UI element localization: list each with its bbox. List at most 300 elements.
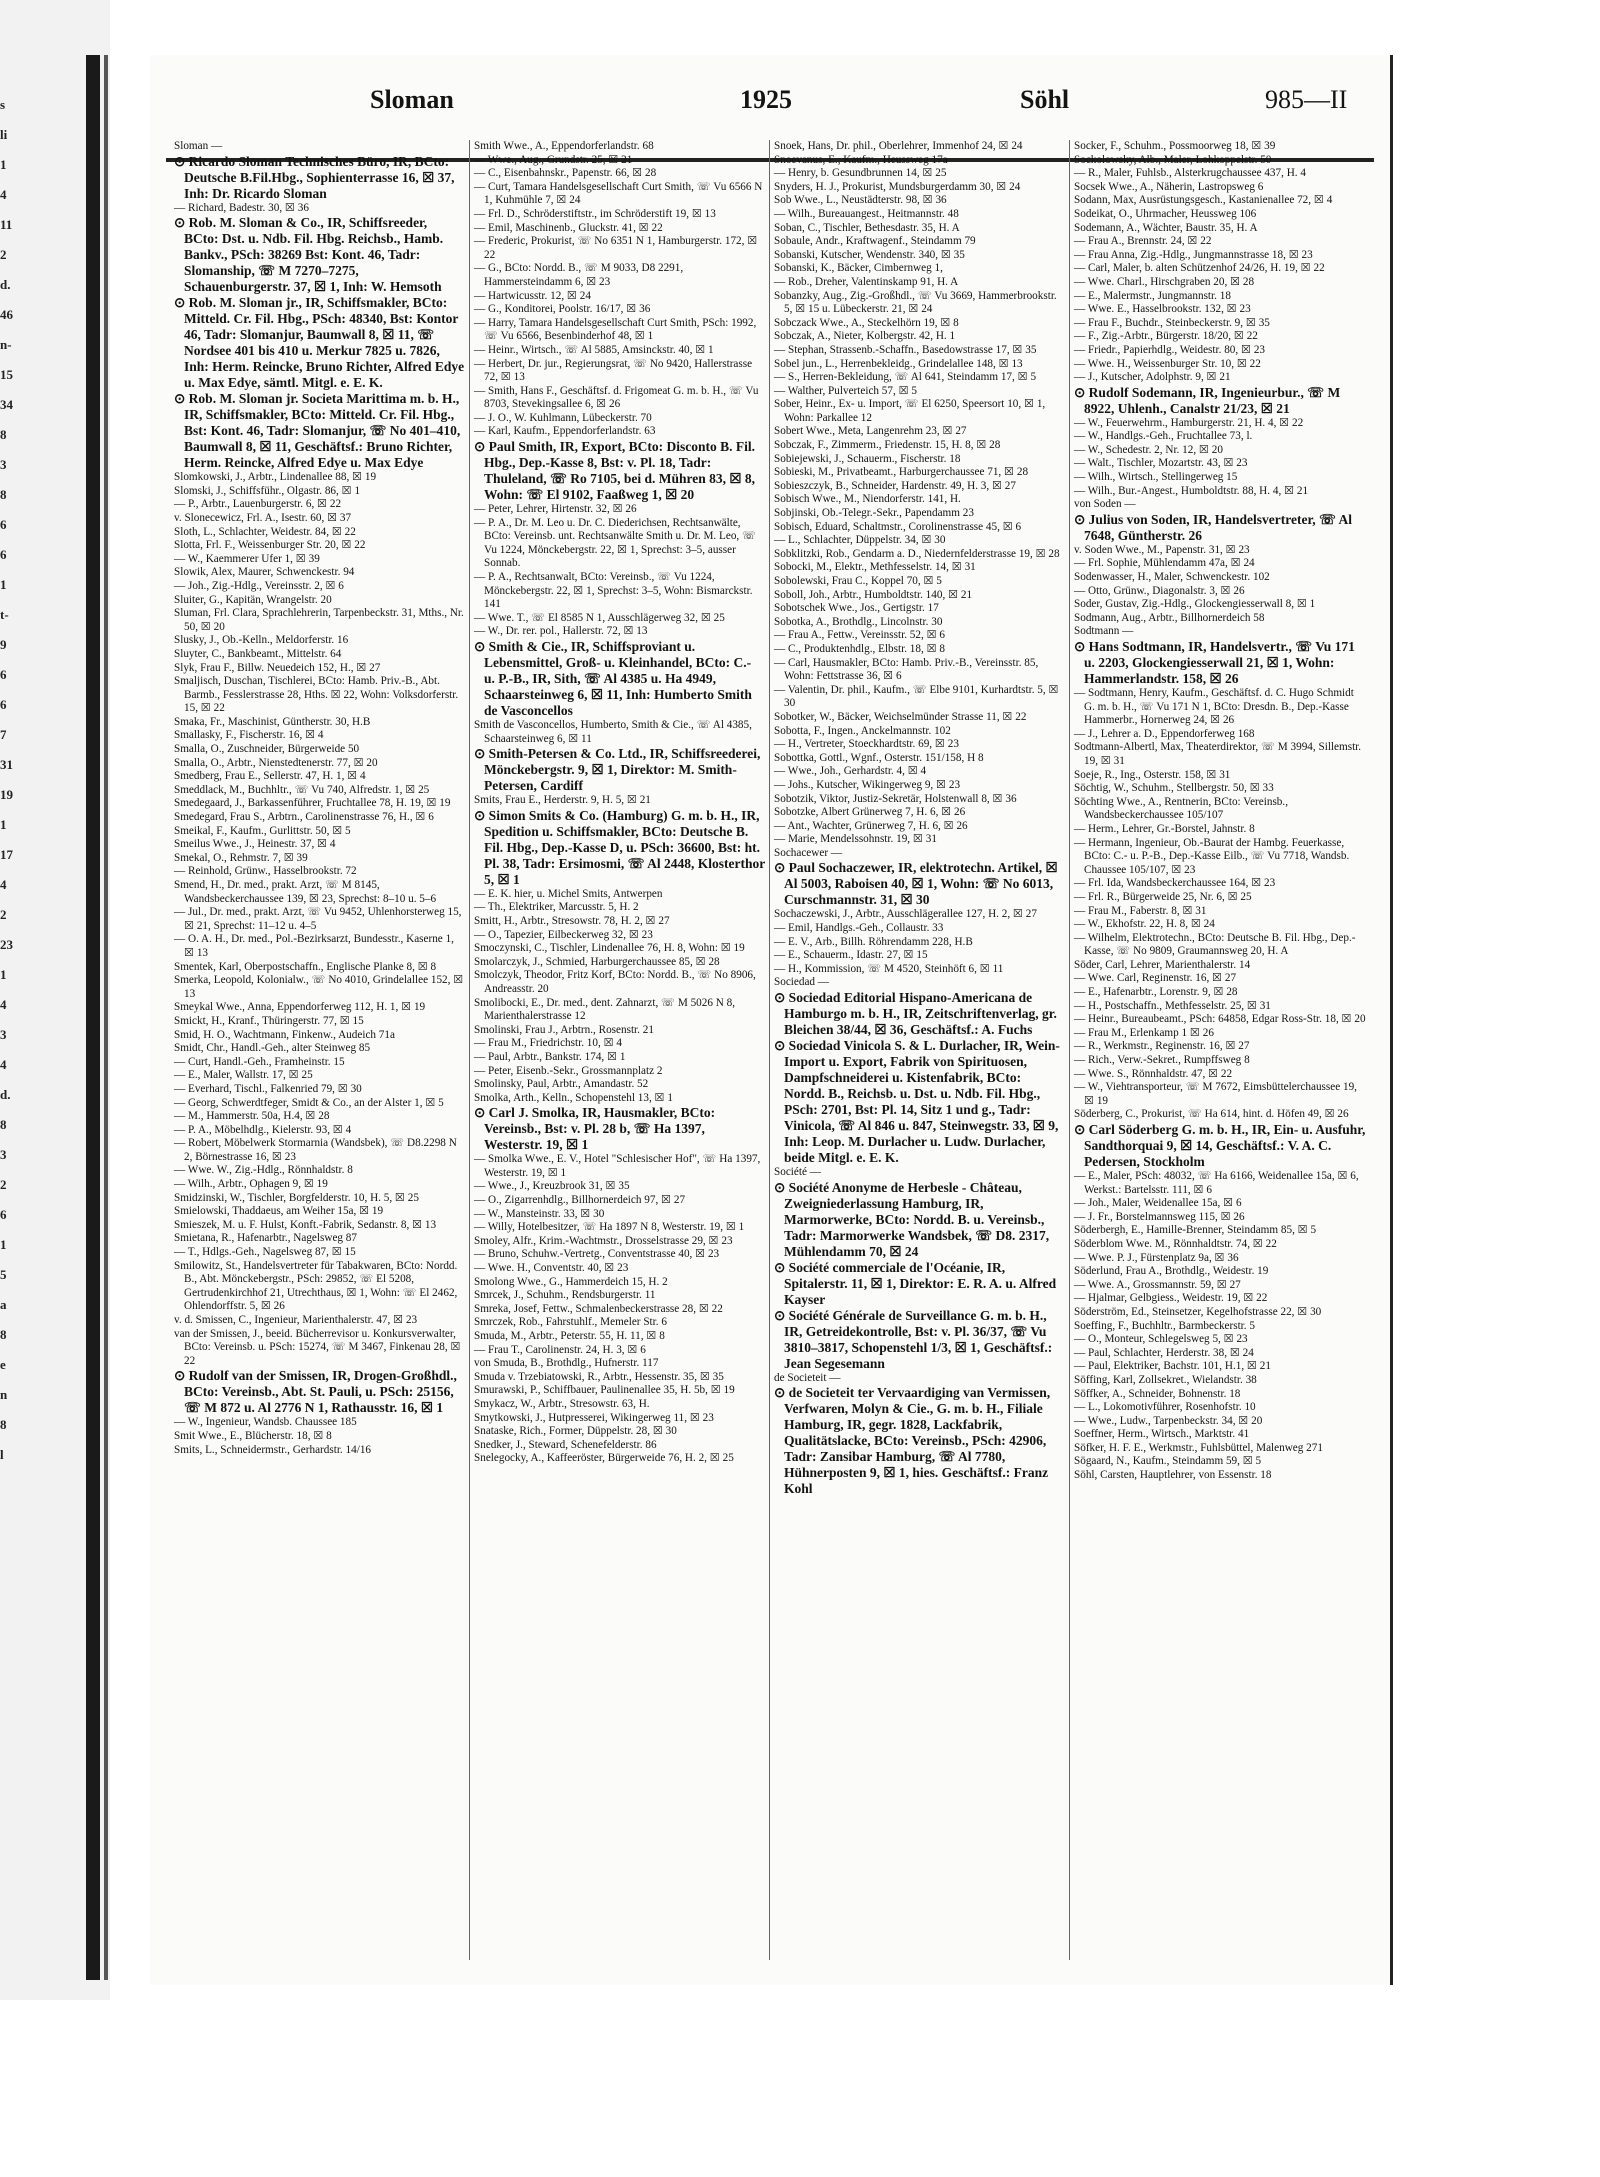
directory-entry: Sobotzke, Albert Grünerweg 7, H. 6, ☒ 26	[774, 806, 966, 819]
margin-mark: 19	[0, 787, 13, 802]
directory-entry: — Paul, Elektriker, Bachstr. 101, H.1, ☒ 21	[1074, 1360, 1271, 1373]
directory-entry: — H., Vertreter, Stoeckhardtstr. 69, ☒ 23	[774, 738, 959, 751]
directory-entry: Smeikal, F., Kaufm., Gurlittstr. 50, ☒ 5	[174, 824, 351, 837]
margin-mark: 11	[0, 217, 13, 232]
margin-mark: 8	[0, 1327, 7, 1342]
directory-entry: Smalla, O., Zuschneider, Bürgerweide 50	[174, 743, 360, 756]
directory-entry: Sobotta, F., Ingen., Anckelmannstr. 102	[774, 724, 951, 737]
margin-mark: 1	[0, 157, 7, 172]
margin-mark: 6	[0, 697, 7, 712]
directory-entry: Sodmann, Aug., Arbtr., Billhornerdeich 58	[1074, 611, 1265, 624]
directory-entry: Smurawski, P., Schiffbauer, Paulinenallee 35, H. 5b, ☒ 19	[474, 1384, 735, 1397]
directory-entry: — Robert, Möbelwerk Stormarnia (Wandsbek), ☏ D8.2298 N 2, Börnestrasse 16, ☒ 23	[174, 1137, 457, 1163]
directory-entry: — Otto, Grünw., Diagonalstr. 3, ☒ 26	[1074, 584, 1245, 597]
directory-entry: Sobocki, M., Elektr., Methfesselstr. 14, ☒ 31	[774, 561, 976, 574]
margin-mark: 3	[0, 1147, 7, 1162]
margin-mark: 8	[0, 487, 7, 502]
margin-mark: 1	[0, 967, 7, 982]
directory-entry: — Curt, Handl.-Geh., Framheinstr. 15	[174, 1055, 345, 1068]
directory-entry: ⊙ de Societeit ter Vervaardiging van Vermissen, Verfwaren, Molyn & Cie., G. m. b. H., Filiale Hamburg, IR, gegr. 1828, Lackfabrik, Qualitätslacke, BCto: Vereinsb., PSch: 42906, Tadr: Zansibar Hamburg, ☏ Al 7780, Hühnerposten 9, ☒ 1, hies. Geschäftsf.: Franz Kohl	[774, 1385, 1051, 1497]
directory-entry: — Wwe. A., Grossmannstr. 59, ☒ 27	[1074, 1278, 1241, 1291]
directory-entry: Smreka, Josef, Fettw., Schmalenbeckerstrasse 28, ☒ 22	[474, 1302, 723, 1315]
directory-entry: Sochacewer —	[774, 846, 843, 859]
directory-entry: — W., Ekhofstr. 22, H. 8, ☒ 24	[1074, 918, 1215, 931]
directory-entry: ⊙ Rob. M. Sloman jr., IR, Schiffsmakler, BCto: Mitteld. Cr. Fil. Hbg., PSch: 48340, Bst: Kontor 46, Tadr: Slomanjur, Baumwall 8, ☒ 11, ☏ Nordsee 401 bis 410 u. Merkur 7825 u. 7826, Inh: Herm. Reincke, Bruno Richter, Alfred Edye u. Max Edye, sämtl. Mitgl. e. E. K.	[174, 295, 465, 391]
directory-entry: v. d. Smissen, C., Ingenieur, Marienthalerstr. 47, ☒ 23	[174, 1314, 418, 1326]
margin-mark: 34	[0, 397, 13, 412]
directory-entry: — Hjalmar, Gelbgiess., Weidestr. 19, ☒ 22	[1074, 1292, 1268, 1305]
margin-mark: 6	[0, 517, 7, 532]
margin-mark: 46	[0, 307, 13, 322]
directory-entry: Söderlund, Frau A., Brothdlg., Weidestr. 19	[1074, 1265, 1269, 1278]
directory-entry: Söffing, Karl, Zollsekret., Wielandstr. 38	[1074, 1373, 1257, 1386]
directory-entry: Slomski, J., Schiffsführ., Olgastr. 86, ☒ 1	[174, 484, 361, 497]
directory-entry: Sobert Wwe., Meta, Langenrehm 23, ☒ 27	[774, 425, 967, 438]
directory-entry: Soder, Gustav, Zig.-Hdlg., Glockengiesserwall 8, ☒ 1	[1074, 598, 1316, 611]
directory-entry: — Frl. Sophie, Mühlendamm 47a, ☒ 24	[1074, 557, 1255, 570]
directory-entry: Soeffing, F., Buchhltr., Barmbeckerstr. 5	[1074, 1319, 1255, 1332]
book-spine-edge	[104, 55, 108, 1980]
directory-entry: Sobotschek Wwe., Jos., Gertigstr. 17	[774, 602, 939, 615]
directory-entry: Söfker, H. F. E., Werkmstr., Fuhlsbüttel, Malenweg 271	[1074, 1441, 1323, 1454]
directory-entry: Sobczak, A., Nieter, Kolbergstr. 42, H. 1	[774, 330, 956, 343]
directory-entry: Smekal, O., Rehmstr. 7, ☒ 39	[174, 851, 308, 864]
directory-entry: — Walther, Pulverteich 57, ☒ 5	[774, 384, 918, 397]
directory-entry: — C., Eisenbahnskr., Papenstr. 66, ☒ 28	[474, 167, 657, 180]
directory-entry: Slomkowski, J., Arbtr., Lindenallee 88, ☒ 19	[174, 471, 377, 484]
margin-mark: 4	[0, 997, 7, 1012]
directory-entry: Smith de Vasconcellos, Humberto, Smith & Cie., ☏ Al 4385, Schaarsteinweg 6, ☒ 11	[474, 719, 752, 745]
margin-mark: e	[0, 1357, 6, 1372]
margin-mark: 3	[0, 457, 7, 472]
directory-entry: — L., Schlachter, Düppelstr. 34, ☒ 30	[774, 534, 946, 547]
directory-entry: — J., Kutscher, Adolphstr. 9, ☒ 21	[1074, 371, 1231, 384]
directory-entry: Smolinski, Frau J., Arbtrn., Rosenstr. 21	[474, 1023, 654, 1036]
directory-entry: Sloth, L., Schlachter, Weidestr. 84, ☒ 22	[174, 525, 356, 538]
directory-entry: Sodemann, A., Wächter, Baustr. 35, H. A	[1074, 221, 1258, 234]
directory-entry: ⊙ Rob. M. Sloman & Co., IR, Schiffsreeder, BCto: Dst. u. Ndb. Fil. Hbg. Reichsb., Hamb. Bankv., PSch: 38269 Bst: Kont. 46, Tadr: Slomanship, ☏ M 7270–7275, Schauenburgerstr. 37, ☒ 1, Inh: W. Hemsoth	[174, 215, 444, 295]
directory-entry: — W., Handlgs.-Geh., Fruchtallee 73, l.	[1074, 430, 1253, 443]
directory-entry: Söchtig, W., Schuhm., Stellbergstr. 50, ☒ 33	[1074, 782, 1274, 795]
directory-entry: — Wilhelm, Elektrotechn., BCto: Deutsche B. Fil. Hbg., Dep.-Kasse, ☏ No 9809, Graumannsweg 20, H. A	[1074, 931, 1356, 958]
margin-mark: 15	[0, 367, 13, 382]
directory-entry: Smielowski, Thaddaeus, am Weiher 15a, ☒ 19	[174, 1205, 384, 1218]
directory-entry: — Jul., Dr. med., prakt. Arzt, ☏ Vu 9452, Uhlenhorsterweg 15, ☒ 21, Sprechst: 11–12 u. 4–5	[174, 906, 462, 932]
directory-entry: Smuda v. Trzebiatowski, R., Arbtr., Hessenstr. 35, ☒ 35	[474, 1370, 724, 1383]
directory-entry: — E. K. hier, u. Michel Smits, Antwerpen	[474, 887, 663, 900]
directory-entry: — O., Tapezier, Eilbeckerweg 32, ☒ 23	[474, 928, 653, 941]
directory-entry: Sluiter, G., Kapitän, Wrangelstr. 20	[174, 593, 332, 606]
directory-entry: — Everhard, Tischl., Falkenried 79, ☒ 30	[174, 1082, 362, 1095]
directory-entry: — Frederic, Prokurist, ☏ No 6351 N 1, Hamburgerstr. 172, ☒ 22	[474, 235, 758, 261]
directory-entry: Sobotzik, Viktor, Justiz-Sekretär, Holstenwall 8, ☒ 36	[774, 792, 1017, 805]
directory-entry: — Ant., Wachter, Grünerweg 7, H. 6, ☒ 26	[774, 819, 968, 832]
directory-entry: Sobolewski, Frau C., Koppel 70, ☒ 5	[774, 575, 942, 587]
directory-entry: Smerka, Leopold, Kolonialw., ☏ No 4010, Grindelallee 152, ☒ 13	[174, 974, 464, 1000]
directory-entry: — Hermann, Ingenieur, Ob.-Baurat der Hambg. Feuerkasse, BCto: C.- u. P.-B., Dep.-Kasse Eilb., ☏ Vu 7718, Wandsb. Chaussee 105/107, ☒ 23	[1074, 836, 1350, 876]
directory-entry: — Frau A., Fettw., Vereinsstr. 52, ☒ 6	[774, 629, 945, 642]
directory-entry: Smidzinski, W., Tischler, Borgfelderstr. 10, H. 5, ☒ 25	[174, 1191, 419, 1204]
directory-entry: Sobisch Wwe., M., Niendorferstr. 141, H.	[774, 493, 961, 506]
directory-entry: Smaljisch, Duschan, Tischlerei, BCto: Hamb. Priv.-B., Abt. Barmb., Fesslerstrasse 28, Hths. ☒ 22, Wohn: Volksdorferstr. 15, ☒ 22	[174, 675, 459, 715]
directory-entry: — W., Dr. rer. pol., Hallerstr. 72, ☒ 13	[474, 625, 648, 638]
directory-entry: — Valentin, Dr. phil., Kaufm., ☏ Elbe 9101, Kurhardtstr. 5, ☒ 30	[774, 683, 1059, 710]
directory-entry: — Carl, Hausmakler, BCto: Hamb. Priv.-B., Vereinsstr. 85, Wohn: Fettstrasse 36, ☒ 6	[774, 656, 1039, 683]
directory-entry: — Wilh., Bur.-Angest., Humboldtstr. 88, H. 4, ☒ 21	[1074, 484, 1309, 497]
directory-entry: Smid, H. O., Wachtmann, Finkenw., Audeich 71a	[174, 1028, 395, 1041]
directory-entry: Smietana, R., Hafenarbtr., Nagelsweg 87	[174, 1232, 357, 1245]
directory-entry: Sodeikat, O., Uhrmacher, Heussweg 106	[1074, 207, 1257, 220]
margin-mark: 7	[0, 727, 7, 742]
directory-entry: — Rob., Dreher, Valentinskamp 91, H. A	[774, 275, 959, 288]
directory-entry: — Paul, Schlachter, Herderstr. 38, ☒ 24	[1074, 1346, 1254, 1359]
directory-entry: — Frau M., Erlenkamp 1 ☒ 26	[1074, 1026, 1214, 1039]
directory-entry: Sobiejewski, J., Schauerm., Fischerstr. 18	[774, 452, 961, 465]
directory-entry: — Wwe. Carl, Reginenstr. 16, ☒ 27	[1074, 972, 1237, 985]
directory-entry: Söffker, A., Schneider, Bohnenstr. 18	[1074, 1387, 1241, 1400]
directory-entry: Slusky, J., Ob.-Kelln., Meldorferstr. 16	[174, 634, 349, 647]
directory-entry: ⊙ Smith & Cie., IR, Schiffsproviant u. Lebensmittel, Groß- u. Kleinhandel, BCto: C.- u. P.-B., IR, Sith, ☏ Al 4385 u. Ha 4949, Schaarsteinweg 6, ☒ 11, Inh: Humberto Smith de Vasconcellos	[474, 639, 752, 718]
directory-entry: Söderström, Ed., Steinsetzer, Kegelhofstrasse 22, ☒ 30	[1074, 1305, 1322, 1318]
directory-entry: — Paul, Arbtr., Bankstr. 174, ☒ 1	[474, 1050, 626, 1063]
directory-entry: — Friedr., Papierhdlg., Weidestr. 80, ☒ 23	[1074, 343, 1266, 356]
directory-entry: — Wwe. P. J., Fürstenplatz 9a, ☒ 36	[1074, 1251, 1239, 1264]
column-3	[770, 140, 1070, 1960]
directory-entry: Smickt, H., Kranf., Thüringerstr. 77, ☒ 15	[174, 1014, 364, 1027]
directory-entry: — Walt., Tischler, Mozartstr. 43, ☒ 23	[1074, 457, 1248, 470]
directory-entry: Soeje, R., Ing., Osterstr. 158, ☒ 31	[1074, 768, 1231, 781]
directory-entry: Söchting Wwe., A., Rentnerin, BCto: Vereinsb., Wandsbeckerchaussee 105/107	[1074, 795, 1288, 822]
header-first-name: Sloman	[370, 85, 454, 114]
margin-mark: 17	[0, 847, 13, 862]
header-last-name: Söhl	[1020, 85, 1070, 114]
directory-entry: Smit Wwe., E., Blücherstr. 18, ☒ 8	[174, 1429, 332, 1442]
directory-entry: — Johs., Kutscher, Wikingerweg 9, ☒ 23	[774, 778, 961, 791]
directory-entry: Sobklitzki, Rob., Gendarm a. D., Niedernfelderstrasse 19, ☒ 28	[774, 547, 1060, 560]
directory-entry: — T., Hdlgs.-Geh., Nagelsweg 87, ☒ 15	[174, 1246, 356, 1259]
directory-entry: — Wilh., Arbtr., Ophagen 9, ☒ 19	[174, 1178, 328, 1191]
directory-entry: — G., BCto: Nordd. B., ☏ M 9033, D8 2291, Hammersteindamm 6, ☒ 23	[474, 262, 684, 288]
margin-mark: 8	[0, 427, 7, 442]
directory-entry: — Herm., Lehrer, Gr.-Borstel, Jahnstr. 8	[1074, 822, 1255, 835]
directory-entry: — Frl. Ida, Wandsbeckerchaussee 164, ☒ 23	[1074, 877, 1276, 890]
directory-entry: Sockolowsky, Alb., Maler, Lohkoppelstr. 50	[1074, 153, 1272, 166]
directory-entry: Sociedad —	[774, 976, 829, 989]
margin-mark: a	[0, 1297, 7, 1312]
directory-entry: — Herbert, Dr. jur., Regierungsrat, ☏ No 9420, Hallerstrasse 72, ☒ 13	[474, 357, 753, 384]
directory-entry: ⊙ Société Générale de Surveillance G. m. b. H., IR, Getreidekontrolle, Bst: v. Pl. 36/37, ☏ Vu 3810–3817, Schopenstehl 1/3, ☒ 1, Geschäftsf.: Jean Segesemann	[774, 1307, 1053, 1371]
directory-entry: Smallasky, F., Fischerstr. 16, ☒ 4	[174, 729, 324, 742]
directory-entry: — Frau A., Brennstr. 24, ☒ 22	[1074, 235, 1212, 248]
directory-entry: ⊙ Simon Smits & Co. (Hamburg) G. m. b. H., IR, Spedition u. Schiffsmakler, BCto: Deutsche B. Fil. Hbg., Dep.-Kasse D, u. PSch: 36600, Bst: ht. Pl. 38, Tadr: Ersimosmi, ☏ Al 2448, Klosterthor 5, ☒ 1	[474, 807, 766, 887]
directory-entry: ⊙ Smith-Petersen & Co. Ltd., IR, Schiffsreederei, Mönckebergstr. 9, ☒ 1, Direktor: M. Smith-Petersen, Cardiff	[474, 746, 761, 794]
margin-mark: 6	[0, 667, 7, 682]
directory-entry: — Henry, b. Gesundbrunnen 14, ☒ 25	[774, 167, 947, 180]
directory-entry: v. Soden Wwe., M., Papenstr. 31, ☒ 23	[1074, 543, 1250, 556]
directory-entry: — Wilh., Wirtsch., Stellingerweg 15	[1074, 471, 1238, 484]
directory-entry: Smidt, Chr., Handl.-Geh., alter Steinweg 85	[174, 1042, 371, 1055]
directory-entry: ⊙ Sociedad Vinicola S. & L. Durlacher, IR, Wein-Import u. Export, Fabrik von Spirituosen, Dampfschneiderei u. Kistenfabrik, BCto: Nordd. B., Reichsb. u. Dst. u. Ndb. Fil. Hbg., PSch: 2701, Bst: Pl. 14, Sitz 1 und g., Tadr: Vinicola, ☏ Al 846 u. 847, Steinwegstr. 33, ☒ 9, Inh: Leop. M. Durlacher u. Ludw. Durlacher, beide Mitgl. e. E. K.	[774, 1038, 1060, 1166]
directory-entry: — E., Maler, PSch: 48032, ☏ Ha 6166, Weidenallee 15a, ☒ 6, Werkst.: Bartelsstr. 111, ☒ 6	[1074, 1170, 1359, 1196]
header-year: 1925	[740, 85, 792, 114]
directory-entry: — Wwe. S., Rönnhaldstr. 47, ☒ 22	[1074, 1067, 1233, 1080]
column-1	[170, 140, 470, 1960]
column-4	[1070, 140, 1370, 1960]
directory-entry: — R., Maler, Fuhlsb., Alsterkrugchaussee 437, H. 4	[1074, 167, 1306, 180]
directory-entry: — J. Fr., Borstelmannsweg 115, ☒ 26	[1074, 1210, 1245, 1223]
directory-entry: Smentek, Karl, Oberpostschaffn., Englische Planke 8, ☒ 8	[174, 960, 437, 973]
directory-entry: Smykacz, W., Arbtr., Stresowstr. 63, H.	[474, 1397, 650, 1410]
directory-entry: — E., Malermstr., Jungmannstr. 18	[1074, 289, 1231, 302]
directory-entry: Söhl, Carsten, Hauptlehrer, von Essenstr. 18	[1074, 1469, 1272, 1482]
directory-entry: — Joh., Zig.-Hdlg., Vereinsstr. 2, ☒ 6	[174, 579, 344, 592]
margin-mark: 4	[0, 877, 7, 892]
directory-entry: — G., Konditorei, Poolstr. 16/17, ☒ 36	[474, 303, 651, 316]
directory-entry: Söderberg, C., Prokurist, ☏ Ha 614, hint. d. Höfen 49, ☒ 26	[1074, 1108, 1349, 1121]
directory-entry: Smytkowski, J., Hutpresserei, Wikingerweg 11, ☒ 23	[474, 1411, 714, 1424]
directory-entry: Smrcek, J., Schuhm., Rendsburgerstr. 11	[474, 1289, 656, 1302]
margin-mark: n-	[0, 337, 12, 352]
directory-entry: von Soden —	[1074, 498, 1136, 511]
margin-mark: 8	[0, 1417, 7, 1432]
margin-mark: n	[0, 1387, 8, 1402]
directory-entry: — P. A., Möbelhdlg., Kielerstr. 93, ☒ 4	[174, 1123, 352, 1136]
directory-entry: Sodtmann —	[1074, 625, 1134, 638]
margin-mark: t-	[0, 607, 9, 622]
directory-entry: — Harry, Tamara Handelsgesellschaft Curt Smith, PSch: 1992, ☏ Vu 6566, Besenbinderhof 48, ☒ 1	[474, 316, 757, 343]
directory-entry: — P. A., Rechtsanwalt, BCto: Vereinsb., ☏ Vu 1224, Mönckebergstr. 22, ☒ 1, Sprechst: 3–5, Wohn: Bismarckstr. 141	[474, 571, 753, 611]
directory-entry: — Joh., Maler, Weidenallee 15a, ☒ 6	[1074, 1197, 1242, 1210]
directory-entry: Söderblom Wwe. M., Rönnhaldtstr. 74, ☒ 22	[1074, 1237, 1277, 1250]
margin-mark: 4	[0, 187, 7, 202]
directory-entry: — Wwe. W., Zig.-Hdlg., Rönnhaldstr. 8	[174, 1164, 353, 1177]
directory-entry: — Smolka Wwe., E. V., Hotel "Schlesischer Hof", ☏ Ha 1397, Westerstr. 19, ☒ 1	[474, 1153, 761, 1179]
page-header	[150, 85, 1390, 135]
directory-entry: Soboll, Joh., Arbtr., Humboldtstr. 140, ☒ 21	[774, 588, 973, 601]
column-2	[470, 140, 770, 1960]
directory-entry: Sögaard, N., Kaufm., Steindamm 59, ☒ 5	[1074, 1455, 1262, 1468]
directory-entry: ⊙ Société commerciale de l'Océanie, IR, Spitalerstr. 11, ☒ 1, Direktor: E. R. A. u. Alfred Kayser	[774, 1259, 1057, 1307]
directory-entry: — Bruno, Schuhw.-Vertretg., Conventstrasse 40, ☒ 23	[474, 1248, 720, 1261]
directory-entry: Société —	[774, 1166, 821, 1179]
directory-entry: v. Slonecewicz, Frl. A., Isestr. 60, ☒ 37	[174, 511, 352, 524]
margin-mark: d.	[0, 1087, 11, 1102]
directory-entry: — Smith, Hans F., Geschäftsf. d. Frigomeat G. m. b. H., ☏ Vu 8703, Stevekingsallee 6, ☒ 26	[474, 384, 759, 411]
directory-entry: Sobieszczyk, B., Schneider, Hardenstr. 49, H. 3, ☒ 27	[774, 479, 1016, 492]
margin-mark: 2	[0, 1177, 7, 1192]
directory-entry: Smend, H., Dr. med., prakt. Arzt, ☏ M 8145, Wandsbeckerchaussee 139, ☒ 23, Sprechst: 8–10 u. 5–6	[174, 879, 437, 905]
directory-entry: ⊙ Carl Söderberg G. m. b. H., IR, Ein- u. Ausfuhr, Sandthorquai 9, ☒ 14, Geschäftsf.: V. A. C. Pedersen, Stockholm	[1074, 1122, 1366, 1169]
directory-entry: Snedker, J., Steward, Schenefelderstr. 86	[474, 1438, 657, 1451]
directory-entry: — W., Feuerwehrm., Hamburgerstr. 21, H. 4, ☒ 22	[1074, 416, 1304, 429]
margin-mark: 5	[0, 1267, 7, 1282]
directory-entry: — Wwe. Charl., Hirschgraben 20, ☒ 28	[1074, 275, 1255, 288]
directory-entry: — Th., Elektriker, Marcusstr. 5, H. 2	[474, 901, 639, 914]
directory-entry: — Rich., Verw.-Sekret., Rumpffsweg 8	[1074, 1054, 1250, 1067]
directory-entry: — J. O., W. Kuhlmann, Lübeckerstr. 70	[474, 411, 652, 424]
directory-entry: — P., Arbtr., Lauenburgerstr. 6, ☒ 22	[174, 498, 342, 511]
margin-mark: 6	[0, 1207, 7, 1222]
directory-entry: ⊙ Julius von Soden, IR, Handelsvertreter, ☏ Al 7648, Güntherstr. 26	[1074, 511, 1352, 543]
directory-entry: Söder, Carl, Lehrer, Marienthalerstr. 14	[1074, 958, 1251, 971]
directory-entry: — W., Mansteinstr. 33, ☒ 30	[474, 1207, 605, 1220]
directory-entry: Sobanski, K., Bäcker, Cimbernweg 1,	[774, 262, 943, 275]
directory-entry: Smeddlack, M., Buchhltr., ☏ Vu 740, Alfredstr. 1, ☒ 25	[174, 783, 430, 796]
directory-entry: Smeykal Wwe., Anna, Eppendorferweg 112, H. 1, ☒ 19	[174, 1001, 426, 1014]
directory-entry: Snoek, Hans, Dr. phil., Oberlehrer, Immenhof 24, ☒ 24	[774, 140, 1023, 152]
directory-entry: Smieszek, M. u. F. Hulst, Konft.-Fabrik, Sedanstr. 8, ☒ 13	[174, 1218, 437, 1231]
margin-mark: 2	[0, 907, 7, 922]
margin-mark: li	[0, 127, 8, 142]
directory-entry: Sobanzky, Aug., Zig.-Großhdl., ☏ Vu 3669, Hammerbrookstr. 5, ☒ 15 u. Lübeckerstr. 21, ☒ 24	[774, 289, 1057, 316]
margin-mark: s	[0, 97, 6, 112]
directory-entry: — Frau F., Buchdr., Steinbeckerstr. 9, ☒ 35	[1074, 316, 1270, 329]
directory-entry: — Sodtmann, Henry, Kaufm., Geschäftsf. d. C. Hugo Schmidt G. m. b. H., ☏ Vu 171 N 1, BCto: Dresdn. B., Dep.-Kasse Hammerbr., Hornerweg 24, ☒ 26	[1074, 687, 1354, 727]
directory-entry: Socsek Wwe., A., Näherin, Lastropsweg 6	[1074, 180, 1264, 193]
directory-entry: Söderbergh, E., Hamille-Brenner, Steindamm 85, ☒ 5	[1074, 1224, 1317, 1237]
directory-entry: ⊙ Rudolf Sodemann, IR, Ingenieurbur., ☏ M 8922, Uhlenh., Canalstr 21/23, ☒ 21	[1074, 384, 1341, 416]
directory-entry: ⊙ Rob. M. Sloman jr. Societa Marittima m. b. H., IR, Schiffsmakler, BCto: Mitteld. Cr. Fil. Hbg., Bst: Kont. 46, Tadr: Slomanjur, ☏ No 401–410, Baumwall 8, ☒ 11, Geschäftsf.: Bruno Richter, Herm. Reincke, Alfred Edye u. Max Edye	[174, 391, 461, 471]
margin-mark: l	[0, 1447, 4, 1462]
directory-entry: Smoley, Alfr., Krim.-Wachtmstr., Drosselstrasse 29, ☒ 23	[474, 1234, 733, 1247]
directory-entry: — Emil, Handlgs.-Geh., Collaustr. 33	[774, 922, 944, 935]
directory-entry: — E., Schauerm., Idastr. 27, ☒ 15	[774, 949, 928, 962]
directory-entry: Sobotker, W., Bäcker, Weichselmünder Strasse 11, ☒ 22	[774, 710, 1027, 723]
directory-entry: — E., Hafenarbtr., Lorenstr. 9, ☒ 28	[1074, 986, 1238, 999]
directory-entry: Smalla, O., Arbtr., Nienstedtenerstr. 77, ☒ 20	[174, 756, 378, 769]
directory-entry: — H., Kommission, ☏ M 4520, Steinhöft 6, ☒ 11	[774, 962, 1004, 975]
margin-mark: 2	[0, 247, 7, 262]
directory-entry: ⊙ Paul Smith, IR, Export, BCto: Disconto B. Fil. Hbg., Dep.-Kasse 8, Bst: v. Pl. 18, Tadr: Thuleland, ☏ Ro 7105, bei d. Mühren 83, ☒ 8, Wohn: ☏ El 9102, Faaßweg 1, ☒ 20	[474, 439, 756, 503]
directory-entry: Sloman —	[174, 140, 223, 152]
directory-entry: Sobjinski, Ob.-Telegr.-Sekr., Papendamm 23	[774, 507, 974, 520]
directory-entry: Sodtmann-Albertl, Max, Theaterdirektor, ☏ M 3994, Sillemstr. 19, ☒ 31	[1074, 741, 1362, 767]
directory-entry: Sobisch, Eduard, Schaltmstr., Corolinenstrasse 45, ☒ 6	[774, 520, 1022, 533]
directory-entry: Soeffner, Herm., Wirtsch., Marktstr. 41	[1074, 1428, 1250, 1441]
directory-entry: — O. A. H., Dr. med., Pol.-Bezirksarzt, Bundesstr., Kaserne 1, ☒ 13	[174, 933, 454, 959]
directory-entry: Sodann, Max, Ausrüstungsgesch., Kastanienallee 72, ☒ 4	[1074, 194, 1333, 207]
margin-mark: 23	[0, 937, 13, 952]
directory-entry: ⊙ Société Anonyme de Herbesle - Château, Zweigniederlassung Hamburg, IR, Marmorwerke, BCto: Nordd. B. u. Vereinsb., Tadr: Marmorwerke Wandsbek, ☏ D8. 2317, Mühlendamm 70, ☒ 24	[774, 1179, 1050, 1259]
directory-entry: Smith Wwe., A., Eppendorferlandstr. 68	[474, 140, 654, 152]
facing-page-margin	[0, 90, 30, 1970]
directory-entry: — Marie, Mendelssohnstr. 19, ☒ 31	[774, 833, 937, 846]
directory-entry: Sob Wwe., L., Neustädterstr. 98, ☒ 36	[774, 194, 947, 207]
directory-entry: — Peter, Eisenb.-Sekr., Grossmannplatz 2	[474, 1064, 663, 1077]
directory-entry: Smedegard, Frau S., Arbtrn., Carolinenstrasse 76, H., ☒ 6	[174, 811, 434, 824]
directory-entry: Sobottka, Gottl., Wgnf., Osterstr. 151/158, H 8	[774, 751, 984, 764]
directory-entry: — Frau M., Faberstr. 8, ☒ 31	[1074, 904, 1207, 917]
margin-mark: 31	[0, 757, 13, 772]
directory-entry: Sobczack Wwe., A., Steckelhörn 19, ☒ 8	[774, 316, 959, 329]
directory-entry: van der Smissen, J., beeid. Bücherrevisor u. Konkursverwalter, BCto: Vereinsb. u. PSch: 15274, ☏ M 3467, Finkenau 28, ☒ 22	[174, 1327, 461, 1367]
directory-entry: Sodenwasser, H., Maler, Schwenckestr. 102	[1074, 571, 1270, 584]
directory-entry: Sluyter, C., Bankbeamt., Mittelstr. 64	[174, 647, 342, 660]
directory-entry: — Frau M., Friedrichstr. 10, ☒ 4	[474, 1037, 622, 1050]
directory-entry: Sluman, Frl. Clara, Sprachlehrerin, Tarpenbeckstr. 31, Mths., Nr. 50, ☒ 20	[174, 607, 464, 633]
directory-entry: Sobczak, F., Zimmerm., Friedenstr. 15, H. 8, ☒ 28	[774, 439, 1001, 452]
directory-entry: Smrczek, Rob., Fahrstuhlf., Memeler Str. 6	[474, 1316, 667, 1329]
margin-mark: 9	[0, 637, 7, 652]
margin-mark: 4	[0, 1057, 7, 1072]
directory-page	[150, 55, 1393, 1985]
directory-entry: — W., Kaemmerer Ufer 1, ☒ 39	[174, 552, 320, 565]
directory-entry: Snyders, H. J., Prokurist, Mundsburgerdamm 30, ☒ 24	[774, 180, 1021, 193]
directory-entry: Smitt, H., Arbtr., Stresowstr. 78, H. 2, ☒ 27	[474, 914, 670, 927]
directory-entry: Smolarczyk, J., Schmied, Harburgerchaussee 85, ☒ 28	[474, 955, 720, 968]
directory-entry: Soban, C., Tischler, Bethesdastr. 35, H. A	[774, 221, 960, 234]
directory-entry: — H., Postschaffn., Methfesselstr. 25, ☒ 31	[1074, 999, 1271, 1012]
directory-entry: Sobaule, Andr., Kraftwagenf., Steindamm 79	[774, 235, 976, 248]
book-spine	[86, 55, 100, 1980]
directory-entry: Smuda, M., Arbtr., Peterstr. 55, H. 11, ☒ 8	[474, 1330, 665, 1342]
directory-entry: — F., Zig.-Arbtr., Bürgerstr. 18/20, ☒ 22	[1074, 330, 1258, 343]
directory-entry: Smedegaard, J., Barkassenführer, Fruchtallee 78, H. 19, ☒ 19	[174, 797, 451, 810]
directory-entry: — Reinhold, Grünw., Hasselbrookstr. 72	[174, 865, 357, 878]
directory-entry: Smeilus Wwe., J., Heinestr. 37, ☒ 4	[174, 838, 336, 851]
directory-entry: Snelegocky, A., Kaffeeröster, Bürgerweide 76, H. 2, ☒ 25	[474, 1452, 734, 1465]
directory-entry: — O., Monteur, Schlegelsweg 5, ☒ 23	[1074, 1333, 1248, 1346]
directory-entry: — O., Zigarrenhdlg., Billhornerdeich 97, ☒ 27	[474, 1194, 686, 1207]
directory-entry: Smolka, Arth., Kelln., Schopenstehl 13, ☒ 1	[474, 1091, 673, 1104]
directory-entry: ⊙ Carl J. Smolka, IR, Hausmakler, BCto: Vereinsb., Bst: v. Pl. 28 b, ☏ Ha 1397, Westerstr. 19, ☒ 1	[474, 1105, 716, 1153]
directory-entry: Smits, Frau E., Herderstr. 9, H. 5, ☒ 21	[474, 794, 651, 807]
directory-entry: — Stephan, Strassenb.-Schaffn., Basedowstrasse 17, ☒ 35	[774, 343, 1037, 356]
directory-entry: — E. V., Arb., Billh. Röhrendamm 228, H.B	[774, 935, 973, 948]
directory-entry: — W., Viehtransporteur, ☏ M 7672, Eimsbüttelerchaussee 19, ☒ 19	[1074, 1081, 1357, 1107]
directory-entry: de Societeit —	[774, 1371, 841, 1384]
margin-mark: 1	[0, 577, 7, 592]
directory-entry: — W., Ingenieur, Wandsb. Chaussee 185	[174, 1416, 357, 1429]
directory-entry: — Wwe. T., ☏ El 8585 N 1, Ausschlägerweg 32, ☒ 25	[474, 611, 725, 624]
directory-entry: — C., Produktenhdlg., Elbstr. 18, ☒ 8	[774, 642, 946, 655]
directory-entry: Smits, L., Schneidermstr., Gerhardstr. 14/16	[174, 1443, 372, 1456]
directory-entry: Snoevanus, E., Kaufm., Heussweg 17a	[774, 153, 948, 166]
margin-mark: 8	[0, 1117, 7, 1132]
margin-mark: 3	[0, 1027, 7, 1042]
directory-entry: von Smuda, B., Brothdlg., Hufnerstr. 117	[474, 1357, 659, 1370]
directory-entry: — Willy, Hotelbesitzer, ☏ Ha 1897 N 8, Westerstr. 19, ☒ 1	[474, 1221, 745, 1234]
directory-entry: Smoczynski, C., Tischler, Lindenallee 76, H. 8, Wohn: ☒ 19	[474, 942, 745, 955]
margin-mark: d.	[0, 277, 11, 292]
directory-entry: ⊙ Sociedad Editorial Hispano-Americana de Hamburgo m. b. H., IR, Zeitschriftenverlag, gr. Bleichen 38/44, ☒ 36, Geschäftsf.: A. Fuchs	[774, 990, 1057, 1038]
margin-mark: 6	[0, 547, 7, 562]
directory-entry: Smolczyk, Theodor, Fritz Korf, BCto: Nordd. B., ☏ No 8906, Andreasstr. 20	[474, 969, 756, 995]
directory-entry: — Wwe., Aug., Grundstr. 25, ☒ 21	[474, 153, 633, 166]
directory-entry: — Heinr., Bureaubeamt., PSch: 64858, Edgar Ross-Str. 18, ☒ 20	[1074, 1013, 1366, 1026]
margin-mark: 1	[0, 817, 7, 832]
directory-columns	[170, 140, 1370, 1960]
directory-entry: Sobel jun., L., Herrenbekleidg., Grindelallee 148, ☒ 13	[774, 357, 1023, 370]
directory-entry: — Wwe. H., Weissenburger Str. 10, ☒ 22	[1074, 357, 1261, 370]
directory-entry: ⊙ Hans Sodtmann, IR, Handelsvertr., ☏ Vu 171 u. 2203, Glockengiesserwall 21, ☒ 1, Wohn: Hammerlandstr. 158, ☒ 26	[1074, 639, 1355, 686]
directory-entry: Sochaczewski, J., Arbtr., Ausschlägerallee 127, H. 2, ☒ 27	[774, 908, 1037, 921]
margin-mark: 1	[0, 1237, 7, 1252]
directory-entry: Slyk, Frau F., Billw. Neuedeich 152, H., ☒ 27	[174, 661, 381, 674]
directory-entry: — E., Maler, Wallstr. 17, ☒ 25	[174, 1069, 313, 1082]
directory-entry: — Frau Anna, Zig.-Hdlg., Jungmannstrasse 18, ☒ 23	[1074, 248, 1313, 261]
directory-entry: Smolinsky, Paul, Arbtr., Amandastr. 52	[474, 1078, 649, 1091]
directory-entry: ⊙ Rudolf van der Smissen, IR, Drogen-Großhdl., BCto: Vereinsb., Abt. St. Pauli, u. PSch: 25156, ☏ M 872 u. Al 2776 N 1, Rathausstr. 16, ☒ 1	[174, 1368, 457, 1416]
directory-entry: Sober, Heinr., Ex- u. Import, ☏ El 6250, Speersort 10, ☒ 1, Wohn: Parkallee 12	[774, 398, 1046, 424]
directory-entry: — Wwe. H., Conventstr. 40, ☒ 23	[474, 1262, 629, 1275]
directory-entry: Sobanski, Kutscher, Wendenstr. 340, ☒ 35	[774, 248, 965, 261]
directory-entry: Smolong Wwe., G., Hammerdeich 15, H. 2	[474, 1275, 668, 1288]
directory-entry: Socker, F., Schuhm., Possmoorweg 18, ☒ 39	[1074, 140, 1276, 152]
page-number: 985—II	[1265, 85, 1348, 114]
directory-entry: Smedberg, Frau E., Sellerstr. 47, H. 1, ☒ 4	[174, 770, 366, 783]
directory-entry: — Peter, Lehrer, Hirtenstr. 32, ☒ 26	[474, 503, 637, 516]
